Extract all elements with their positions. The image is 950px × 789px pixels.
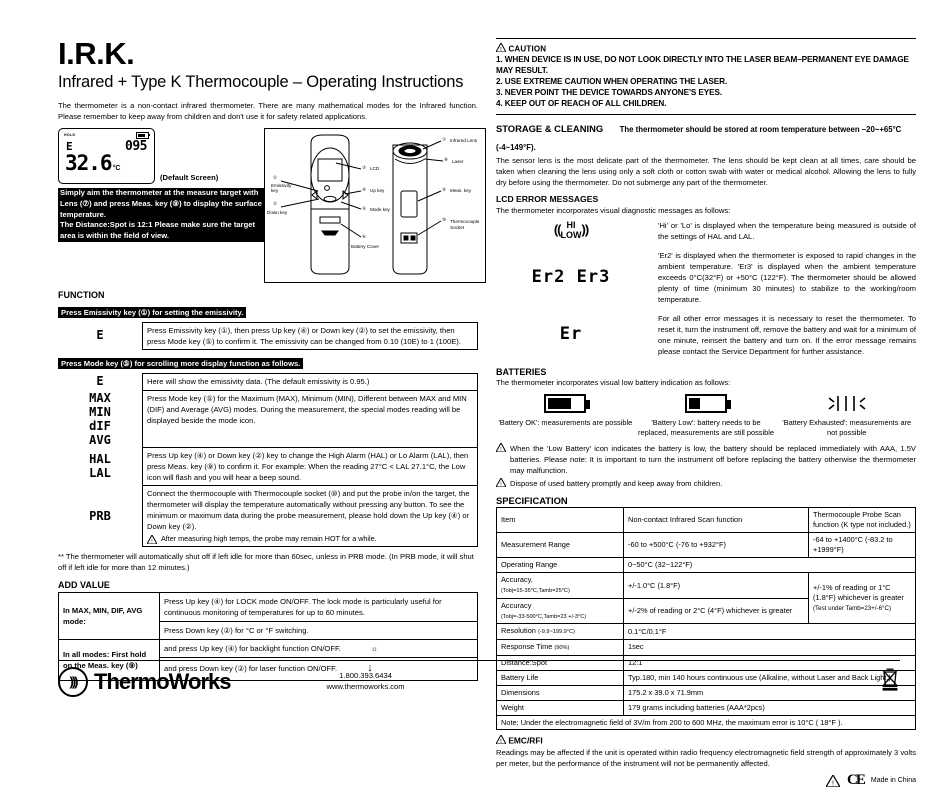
er23-description: 'Er2' is displayed when the thermometer is exposed to rapid changes in the ambient temperature. 'Er3' is displayed when the ambient temperature exceeds 0°C(32°F) or +50°C (122°F). The thermometer should be allowed plenty of time (minimum 30 minutes) to stabilize to the working/room temperature.: [658, 250, 916, 304]
table-row: [59, 593, 478, 622]
function-band-mode: Press Mode key (⑤) for scrolling more display function as follows.: [58, 358, 303, 369]
lcd-temperature-value: 32.6: [65, 150, 112, 175]
spec-item-sub: (90%): [554, 645, 570, 652]
lcd-temperature-unit: °C: [112, 164, 121, 172]
lcd-symbol-hal: HAL: [89, 452, 111, 467]
lcd-display: [58, 128, 155, 184]
made-in-label: Made in China: [870, 777, 916, 785]
spec-col-thermocouple: Thermocouple Probe Scan function (K type not included.): [809, 508, 916, 533]
svg-text:Mode key: Mode key: [370, 206, 390, 212]
svg-text:②: ②: [273, 200, 278, 206]
storage-heading-row: [496, 119, 916, 155]
list-item: 4. KEEP OUT OF REACH OF ALL CHILDREN.: [496, 98, 667, 108]
battery-exhausted-icon: [777, 394, 916, 413]
laser-text: and press Down key (②) for laser function ON/OFF.: [164, 664, 338, 674]
add-value-label-allmodes: In all modes: First hold on the Meas. key (⑨): [59, 640, 160, 681]
symbol-cell: [58, 322, 143, 349]
device-diagram: [264, 128, 486, 283]
warning-triangle-icon: [147, 535, 157, 544]
svg-text:!: !: [500, 47, 502, 52]
default-screen-caption: (Default Screen): [160, 172, 219, 182]
spec-item-resolution: [497, 624, 624, 640]
table-row: [58, 391, 478, 448]
hi-low-icon: [496, 216, 652, 246]
function-band-emissivity: Press Emissivity key (①) for setting the emissivity.: [58, 307, 246, 318]
add-value-cf-row: Press Down key (②) for °C or °F switching.: [160, 622, 478, 640]
function-text-emissivity: Press Emissivity key (①), then press Up key (④) or Down key (②) to set the emissivity, then press Mode key (⑤) to confirm it. The emissivity can be changed from 0.10 (10E) to 1 (100E).: [143, 322, 478, 349]
specification-heading: SPECIFICATION: [496, 495, 568, 507]
spec-item-accuracy-1: [497, 573, 624, 599]
svg-text:⑤: ⑤: [362, 205, 367, 211]
hi-label: HI: [566, 220, 576, 231]
function-text-emissivity-data: Here will show the emissivity data. (The default emissivity is 0.95.): [143, 373, 478, 390]
svg-text:①: ①: [273, 174, 278, 180]
er23-icon: [496, 246, 652, 309]
list-item: 3. NEVER POINT THE DEVICE TOWARDS ANYONE'S EYES.: [496, 87, 722, 97]
default-screen-figure: [58, 128, 254, 184]
warning-triangle-icon: [496, 478, 506, 487]
batteries-lead: The thermometer incorporates visual low battery indication as follows:: [496, 377, 731, 387]
svg-text:!: !: [500, 739, 502, 745]
function-text-modes: Press Mode key (⑤) for the Maximum (MAX), Minimum (MIN), Different between MAX and MIN (DIF) and Average (AVG) modes. During the measurement, the special modes reading will be displayed beside the mode icon.: [143, 391, 478, 448]
battery-state-low: [637, 394, 776, 438]
function-text-probe: [143, 485, 478, 546]
lcd-hold-indicator: HOLD: [64, 133, 76, 138]
table-row: [497, 715, 916, 730]
table-row: [497, 700, 916, 715]
hi-low-glyph: (( HI LOW )): [553, 220, 589, 240]
table-row: [497, 558, 916, 573]
symbol-cell: [58, 373, 143, 390]
spec-item: Weight: [497, 700, 624, 715]
er-description: For all other error messages it is necessary to reset the thermometer. To reset it, turn the instrument off, remove the battery and wait for a minimum of one minute, reinsert the battery and turn on. If the error message remains please contact the Service Department for further assistance.: [658, 313, 916, 356]
battery-states-row: [496, 394, 916, 438]
batteries-heading: BATTERIES: [496, 366, 547, 377]
battery-low-icon: [685, 394, 727, 413]
battery-warning-1-text: When the 'Low Battery' icon indicates the battery is low, the battery should be replaced immediately with AAA, 1.5V batteries. Please note: It is important to turn the instrument off before replacing the battery otherwise the thermometer may malfunction.: [510, 444, 916, 476]
top-divider: [496, 38, 916, 39]
lcd-symbol-avg: AVG: [89, 433, 111, 448]
spec-tc-note: (Test under Tamb=23+/-6°C): [813, 605, 892, 613]
warning-triangle-icon: [496, 43, 506, 52]
low-label: LOW: [560, 229, 582, 240]
spec-ir: +/-2% of reading or 2°C (4°F) whichever is greater: [624, 598, 809, 624]
spec-item: Accuracy: [501, 600, 532, 610]
spec-item: Dimensions: [497, 685, 624, 700]
spec-item: Battery Life: [497, 670, 624, 685]
thermoworks-logo: [58, 667, 231, 697]
spec-item: Accuracy,: [501, 575, 533, 585]
lcd-symbols-minmax: [62, 391, 138, 448]
lcd-emissivity-value: 095: [125, 138, 147, 154]
highlight-block: [58, 188, 264, 242]
page-footer: [58, 660, 900, 697]
svg-text:⑧: ⑧: [444, 156, 449, 162]
battery-warning-2-text: Dispose of used battery promptly and keep away from children.: [510, 479, 723, 489]
svg-text:Laser: Laser: [452, 158, 464, 164]
product-brand-title: I.R.K.: [58, 36, 135, 71]
lcd-battery-icon: [136, 132, 149, 139]
spec-col-item: Item: [497, 508, 624, 533]
function-text-alarms: Press Up key (④) or Down key (②) key to change the High Alarm (HAL) or Lo Alarm (LAL), then press Meas. key (⑨) to confirm it. For example: When the reading 27°C < LAL 27.1°C, the Low icon will flash and you will hear a beep sound.: [143, 447, 478, 485]
footer-website[interactable]: www.thermoworks.com: [326, 681, 405, 691]
list-item: 1. WHEN DEVICE IS IN USE, DO NOT LOOK DIRECTLY INTO THE LASER BEAM–PERMANENT EYE DAMAGE MAY RESULT.: [496, 54, 909, 75]
add-value-lock-row: Press Up key (④) for LOCK mode ON/OFF. The lock mode is particularly useful for continuous monitoring of temperatures for up to 60 minutes.: [160, 593, 478, 622]
svg-text:⑥: ⑥: [362, 233, 367, 239]
battery-warning-2: [496, 478, 916, 489]
lcd-symbol-min: MIN: [89, 405, 111, 420]
symbol-cell: [58, 447, 143, 485]
probe-description: Connect the thermocouple with Thermocouple socket (⑩) and put the probe in/on the target, the thermometer will display the temperature automatically without pressing any button. To see the minimum or maximum data during the probe measurement, please hold down the Up key (④) or Down key (②).: [147, 488, 470, 531]
spec-ir: -60 to +500°C (-76 to +932°F): [624, 533, 809, 558]
spec-item-sub: (Tobj=15-35°C,Tamb=25°C): [501, 588, 570, 595]
table-row: [58, 373, 478, 390]
battery-exhausted-label: 'Battery Exhausted': measurements are not possible: [782, 417, 912, 437]
spec-col-infrared: Non-contact Infrared Scan function: [624, 508, 809, 533]
warning-triangle-icon: [826, 775, 840, 787]
battery-state-exhausted: [777, 394, 916, 438]
spec-item-accuracy-2: [497, 598, 624, 624]
svg-text:!: !: [151, 538, 153, 544]
svg-text:Battery Cover: Battery Cover: [351, 243, 380, 249]
hi-low-description: 'Hi' or 'Lo' is displayed when the temperature being measured is outside of the settings of HAL and LAL.: [658, 220, 916, 241]
table-row: [497, 624, 916, 640]
spec-tc: +/-1% of reading or 1°C (1.8°F) whichever is greater: [813, 583, 904, 603]
svg-text:Down key: Down key: [267, 209, 288, 215]
svg-text:Up key: Up key: [370, 187, 385, 193]
svg-text:⑨: ⑨: [442, 186, 447, 192]
add-value-backlight-row: [160, 640, 478, 658]
storage-body: The sensor lens is the most delicate part of the thermometer. The lens should be kept clean at all times, care should be taken when cleaning the lens using only a soft cloth or cotton swab with water or medical alcohol. Allowing the lens to fully dry before using the thermometer. Do not submerge any part of the thermometer.: [496, 155, 916, 187]
svg-text:LCD: LCD: [370, 165, 380, 171]
table-row: [59, 640, 478, 658]
spec-item-response: [497, 640, 624, 656]
warning-triangle-icon: [496, 735, 506, 744]
emc-heading: EMC/RFI: [508, 736, 543, 747]
backlight-text: and press Up key (④) for backlight function ON/OFF.: [164, 644, 341, 654]
ce-mark: CE: [847, 772, 864, 789]
table-row: [58, 322, 478, 349]
spec-item: Operating Range: [497, 558, 624, 573]
svg-text:key: key: [271, 187, 279, 193]
specification-table: [496, 507, 916, 730]
battery-low-label: 'Battery Low': battery needs to be replaced, measurements are still possible: [638, 417, 774, 437]
svg-text:Emissivity: Emissivity: [271, 182, 292, 188]
lcd-symbol-e-mode: E: [96, 374, 104, 389]
er23-glyph: Er2 Er3: [531, 266, 611, 287]
svg-text:!: !: [500, 482, 502, 488]
symbol-cell: [58, 485, 143, 546]
backlight-icon: ☼: [371, 644, 378, 654]
table-row: [496, 309, 916, 361]
table-row: [496, 216, 916, 246]
svg-text:⑩: ⑩: [442, 216, 447, 222]
spec-item: Measurement Range: [497, 533, 624, 558]
spec-note: Note: Under the electromagnetic field of 3V/m from 200 to 600 MHz, the maximum error is 10°C ( 18°F ).: [497, 715, 916, 730]
table-row: [58, 447, 478, 485]
emc-body: Readings may be affected if the unit is operated within radio frequency electromagnetic field strength of approximately 3 volts per meter, but the performance of the instrument will not be permanently affected.: [496, 748, 916, 769]
spec-tc: -64 to +1400°C (-83.2 to +1999°F): [809, 533, 916, 558]
caution-list: [496, 55, 916, 110]
function-table-modes: [58, 373, 478, 547]
add-value-label-modes: In MAX, MIN, DIF, AVG mode:: [59, 593, 160, 640]
er-icon: [496, 309, 652, 361]
spec-item-sub: (-9.9~199.9°C): [537, 629, 575, 636]
spec-item: Resolution: [501, 626, 536, 636]
spec-item: Distance:Spot: [497, 655, 624, 670]
warning-triangle-icon: [496, 443, 506, 452]
spec-ir: 1sec: [624, 640, 916, 656]
svg-text:Infrared Lens: Infrared Lens: [450, 137, 478, 143]
spec-ir: 0.1°C/0.1°F: [624, 624, 916, 640]
svg-text:Meas. key: Meas. key: [450, 187, 471, 193]
spec-ir: 175.2 x 39.0 x 71.9mm: [624, 685, 916, 700]
laser-arrow-icon: ↓: [367, 662, 373, 675]
footer-divider: [58, 660, 900, 661]
function-heading: FUNCTION: [58, 289, 105, 300]
battery-warning-1: [496, 443, 916, 476]
table-row: [497, 533, 916, 558]
table-row: [58, 485, 478, 546]
lcd-symbol-e: E: [96, 328, 104, 343]
highlight-line-1: Simply aim the thermometer at the measure target with Lens (⑦) and press Meas. key (⑨) to display the surface temperature.: [58, 188, 264, 220]
table-header-row: [497, 508, 916, 533]
svg-text:⑦: ⑦: [442, 136, 447, 142]
spec-ir: Typ.180, min 140 hours continuous use (Alkaline, without Laser and Back Light.): [624, 670, 916, 685]
svg-text:④: ④: [362, 186, 367, 192]
lcd-errors-lead: The thermometer incorporates visual diagnostic messages as follows:: [496, 205, 731, 215]
caution-heading-row: [496, 43, 916, 54]
spec-ir: 179 grams including batteries (AAA*2pcs): [624, 700, 916, 715]
storage-heading: STORAGE & CLEANING: [496, 122, 604, 134]
caution-heading: CAUTION: [508, 44, 547, 54]
probe-hot-warning: After measuring high temps, the probe may remain HOT for a while.: [161, 533, 377, 543]
storage-lead: The thermometer should be stored at room temperature between –20~+65°C (-4~149°F).: [496, 124, 902, 152]
compliance-row: [496, 772, 916, 789]
spec-ir: 0~50°C (32~122°F): [624, 558, 916, 573]
footer-right-icons: [880, 666, 900, 697]
svg-text:Socket: Socket: [450, 224, 465, 230]
emc-heading-row: [496, 735, 916, 746]
battery-full-icon: [544, 394, 586, 413]
lcd-symbol-dif: dIF: [89, 419, 111, 434]
svg-text:!: !: [500, 447, 502, 453]
spec-ir: +/-1.0°C (1.8°F): [624, 573, 809, 599]
function-table-emissivity: [58, 322, 478, 350]
logo-text: ThermoWorks: [94, 668, 231, 694]
function-footnote: ** The thermometer will automatically shut off if left idle for more than 60sec, unless in PRB mode. (In PRB mode, it will shut off if left idle for more than 12 minutes.): [58, 552, 474, 573]
lcd-emissivity-symbol: E: [66, 139, 73, 153]
weee-bin-icon: [880, 666, 900, 697]
lcd-symbol-prb: PRB: [89, 508, 111, 523]
table-row: [496, 246, 916, 309]
svg-text:③: ③: [362, 164, 367, 170]
caution-divider: [496, 114, 916, 115]
highlight-line-2: The Distance:Spot is 12:1 Please make sure the target area is within the field of view.: [58, 220, 264, 242]
intro-paragraph: The thermometer is a non-contact infrared thermometer. There are many mathematical modes for the Infrared function. Please remember to keep away from children and don't use it for safety related applications.: [58, 100, 478, 121]
er-glyph: Er: [559, 324, 583, 345]
footer-contact: [327, 671, 405, 692]
battery-ok-label: 'Battery OK': measurements are possible: [498, 417, 633, 427]
lcd-symbols-alarm: [62, 452, 138, 480]
lcd-errors-table: [496, 216, 916, 361]
list-item: 2. USE EXTREME CAUTION WHEN OPERATING THE LASER.: [496, 76, 728, 86]
footer-phone: 1.800.393.6434: [339, 671, 392, 681]
svg-text:Thermocouple: Thermocouple: [450, 218, 480, 224]
table-row: [497, 573, 916, 599]
svg-text:!: !: [832, 780, 834, 787]
battery-state-ok: [496, 394, 635, 438]
add-value-heading: ADD VALUE: [58, 580, 110, 591]
spec-ir: 12:1: [624, 655, 916, 670]
lcd-symbol-lal: LAL: [89, 466, 111, 481]
document-subtitle: Infrared + Type K Thermocouple – Operating Instructions: [58, 73, 464, 91]
table-row: [497, 640, 916, 656]
lcd-symbol-max: MAX: [89, 390, 111, 405]
spec-item-sub: (Tobj=-33-500°C,Tamb=23 +/-3°C): [501, 613, 587, 620]
spec-tc-accuracy: [809, 573, 916, 624]
symbol-cell: [58, 391, 143, 448]
spec-item: Response Time: [501, 642, 553, 652]
lcd-errors-heading: LCD ERROR MESSAGES: [496, 193, 599, 204]
logo-waves-icon: ))): [58, 667, 88, 697]
